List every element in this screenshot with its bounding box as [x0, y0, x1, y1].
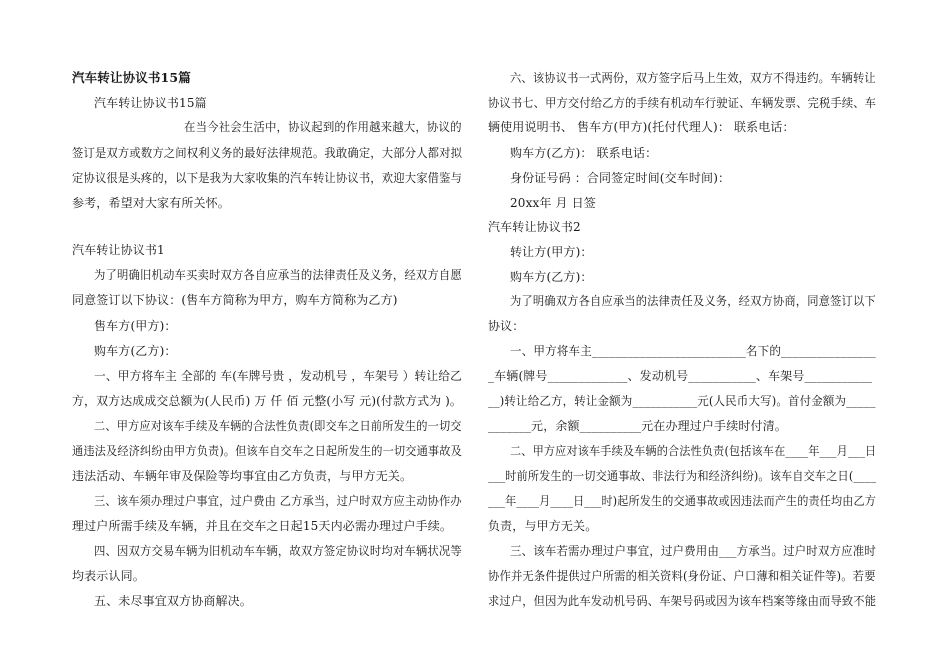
paragraph-line: 在当今社会生活中，协议起到的作用越来越大，协议的	[184, 120, 462, 134]
subtitle-line: 汽车转让协议书15篇	[94, 96, 207, 110]
paragraph-line: 为了明确旧机动车买卖时双方各自应承当的法律责任及义务，经双方自愿	[94, 268, 462, 282]
paragraph-line: 协作并无条件提供过户所需的相关资料(身份证、户口薄和相关证件等)。若要	[488, 569, 876, 583]
paragraph-line: 同意签订以下协议：(售车方简称为甲方，购车方简称为乙方)	[72, 293, 398, 307]
paragraph-line: 三、该车须办理过户事宜，过户费由 乙方承当，过户时双方应主动协作办	[94, 494, 462, 508]
paragraph-line: 二、甲方应对该车手续及车辆的合法性负责(即交车之日前所发生的一切交	[94, 419, 462, 433]
paragraph-line: 负责，与甲方无关。	[488, 519, 598, 533]
paragraph-line: 一、甲方将车主 全部的 车(车牌号贵 ，发动机号 ，车架号 ）转让给乙	[94, 369, 463, 383]
paragraph-line: 为了明确双方各自应承当的法律责任及义务，经双方协商，同意签订以下	[510, 294, 876, 308]
section-heading: 汽车转让协议书1	[72, 243, 165, 257]
section-heading: 汽车转让协议书2	[488, 220, 581, 234]
paragraph-line: 购车方(乙方)：	[94, 344, 177, 358]
paragraph-line: 违法活动、车辆年审及保险等均事宜由乙方负责，与甲方无关。	[72, 469, 413, 483]
paragraph-line: 二、甲方应对该车手续及车辆的合法性负责(包括该车在____年___月___日	[510, 444, 877, 458]
paragraph-line: 通违法及经济纠纷由甲方负责)。但该车自交车之日起所发生的一切交通事故及	[72, 444, 462, 458]
paragraph-line: 四、因双方交易车辆为旧机动车车辆，故双方签定协议时均对车辆状况等	[94, 544, 462, 558]
paragraph-line: ___时前所发生的一切交通事故、非法行为和经济纠纷)。该车自交车之日(____	[488, 469, 877, 483]
paragraph-line: 一、甲方将车主__________________________名下的________________	[510, 344, 876, 358]
paragraph-line: 参考，希望对大家有所关怀。	[72, 196, 230, 210]
paragraph-line: ___年____月____日___时)起所发生的交通事故或因违法而产生的责任均由乙方	[488, 494, 876, 508]
paragraph-line: 六、该协议书一式两份，双方签字后马上生效，双方不得违约。车辆转让	[510, 71, 876, 85]
paragraph-line: 协议书七、甲方交付给乙方的手续有机动车行驶证、车辆发票、完税手续、车	[488, 96, 877, 110]
paragraph-line: 五、未尽事宜双方协商解决。	[94, 594, 252, 608]
paragraph-line: 转让方(甲方)：	[510, 245, 593, 259]
paragraph-line: 方，双方达成成交总额为(人民币) 万 仟 佰 元整(小写 元)(付款方式为 )。	[72, 394, 462, 408]
paragraph-line: 三、该车若需办理过户事宜，过户费用由___方承当。过户时双方应准时	[510, 544, 876, 558]
paragraph-line: _车辆(牌号_____________、发动机号___________、车架号___________	[488, 369, 873, 383]
paragraph-line: 均表示认同。	[72, 569, 145, 583]
paragraph-line: 身份证号码 ：合同签定时间(交车时间)：	[510, 171, 731, 185]
paragraph-line: 签订是双方或数方之间权利义务的最好法律规范。我敢确定，大部分人都对拟	[72, 146, 463, 160]
paragraph-line: 购车方(乙方)：	[510, 270, 593, 284]
paragraph-line: 定协议很是头疼的，以下是我为大家收集的汽车转让协议书，欢迎大家借鉴与	[72, 171, 463, 185]
paragraph-line: 协议：	[488, 319, 525, 333]
paragraph-line: 购车方(乙方)： 联系电话：	[510, 146, 658, 160]
document-title: 汽车转让协议书15篇	[72, 70, 191, 85]
paragraph-line: 理过户所需手续及车辆，并且在交车之日起15天内必需办理过户手续。	[72, 519, 453, 533]
paragraph-line: 20xx年 月 日签	[510, 196, 596, 210]
paragraph-line: 售车方(甲方)：	[94, 319, 177, 333]
paragraph-line: 辆使用说明书、 售车方(甲方)(托付代理人)： 联系电话：	[488, 120, 795, 134]
paragraph-line: 求过户，但因为此车发动机号码、车架号码或因为该车档案等缘由而导致不能	[488, 594, 877, 608]
paragraph-line: __)转让给乙方，转让金额为___________元(人民币大写)。首付金额为_____	[488, 394, 876, 408]
paragraph-line: _______元，余额__________元在办理过户手续时付清。	[488, 419, 787, 433]
